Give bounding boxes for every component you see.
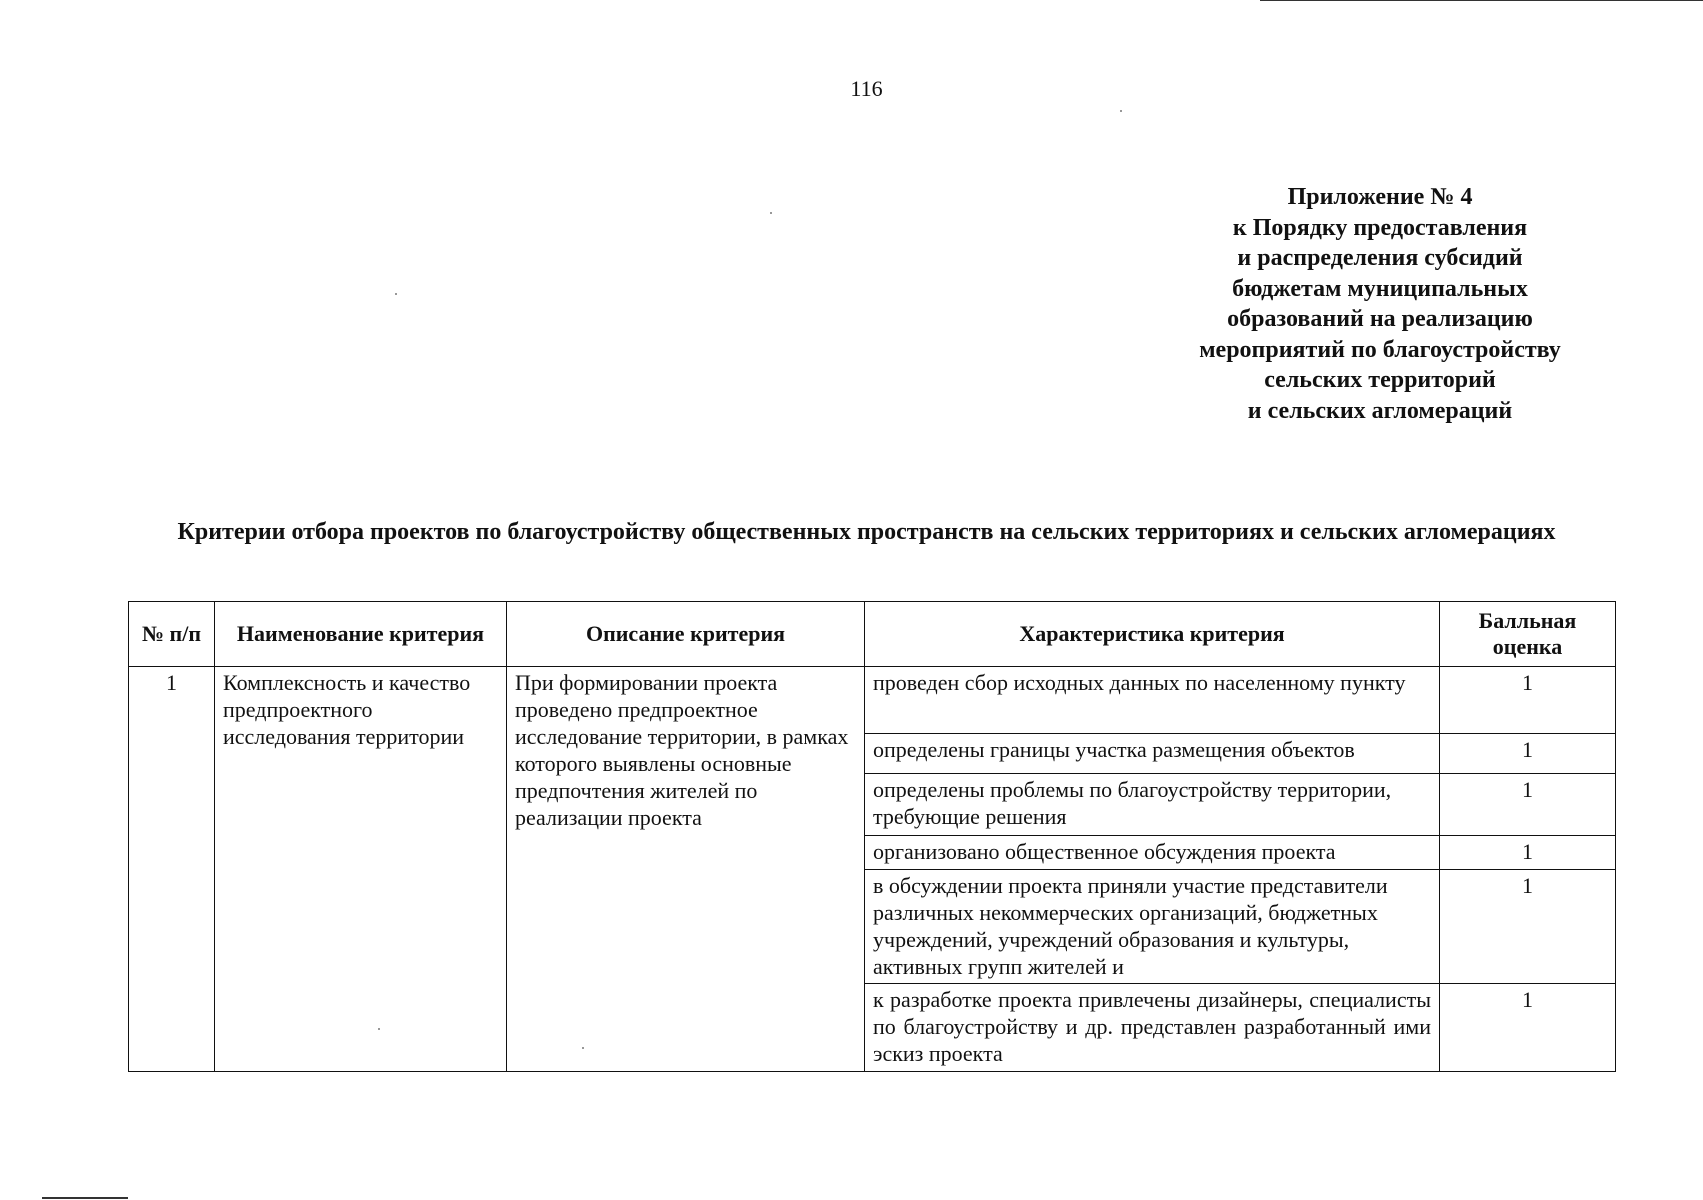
- appendix-line: и распределения субсидий: [1237, 245, 1523, 271]
- header-name: Наименование критерия: [215, 602, 507, 667]
- appendix-line: к Порядку предоставления: [1232, 214, 1528, 241]
- scan-edge-line-top: [1260, 0, 1703, 1]
- appendix-line: сельских территорий: [1264, 367, 1496, 393]
- header-score: Балльная оценка: [1440, 602, 1616, 667]
- scan-edge-line-bottom: [42, 1197, 128, 1199]
- criterion-description: При формировании проекта проведено предпроектное исследование территории, в рамках которого выявлены основные предпочтения жителей по реализации проекта: [507, 667, 865, 1072]
- scan-speck: [770, 212, 772, 214]
- characteristic-cell: определены границы участка размещения объектов: [865, 734, 1440, 774]
- score-cell: 1: [1440, 870, 1616, 984]
- score-cell: 1: [1440, 734, 1616, 774]
- appendix-line: мероприятий по благоустройству: [1199, 336, 1561, 363]
- appendix-line: и сельских агломераций: [1247, 397, 1513, 424]
- characteristic-cell: к разработке проекта привлечены дизайнеры, специалисты по благоустройству и др. представлен разработанный ими эскиз проекта: [865, 984, 1440, 1072]
- header-characteristic: Характеристика критерия: [865, 602, 1440, 667]
- header-description: Описание критерия: [507, 602, 865, 667]
- header-num: № п/п: [129, 602, 215, 667]
- document-title: Критерии отбора проектов по благоустройству общественных пространств на сельских территориях и сельских агломерациях: [177, 519, 1556, 545]
- table-row: [129, 667, 1616, 734]
- characteristic-cell: определены проблемы по благоустройству территории, требующие решения: [865, 774, 1440, 836]
- characteristic-cell: организовано общественное обсуждения проекта: [865, 836, 1440, 870]
- score-cell: 1: [1440, 774, 1616, 836]
- criteria-table: [128, 601, 1616, 1072]
- scan-speck: [395, 293, 397, 295]
- score-cell: 1: [1440, 984, 1616, 1072]
- table-header-row: [129, 602, 1616, 667]
- score-cell: 1: [1440, 667, 1616, 734]
- characteristic-cell: проведен сбор исходных данных по населенному пункту: [865, 667, 1440, 734]
- characteristic-cell: в обсуждении проекта приняли участие представители различных некоммерческих организаций, бюджетных учреждений, учреждений образования и культуры, активных групп жителей и: [865, 870, 1440, 984]
- appendix-heading: [1150, 182, 1610, 426]
- appendix-line: Приложение № 4: [1287, 184, 1473, 210]
- row-number: 1: [129, 667, 215, 1072]
- appendix-line: образований на реализацию: [1227, 306, 1533, 332]
- page-number: 116: [850, 76, 883, 101]
- appendix-line: бюджетам муниципальных: [1232, 275, 1528, 302]
- score-cell: 1: [1440, 836, 1616, 870]
- scan-speck: [1120, 110, 1122, 112]
- criterion-name: Комплексность и качество предпроектного исследования территории: [215, 667, 507, 1072]
